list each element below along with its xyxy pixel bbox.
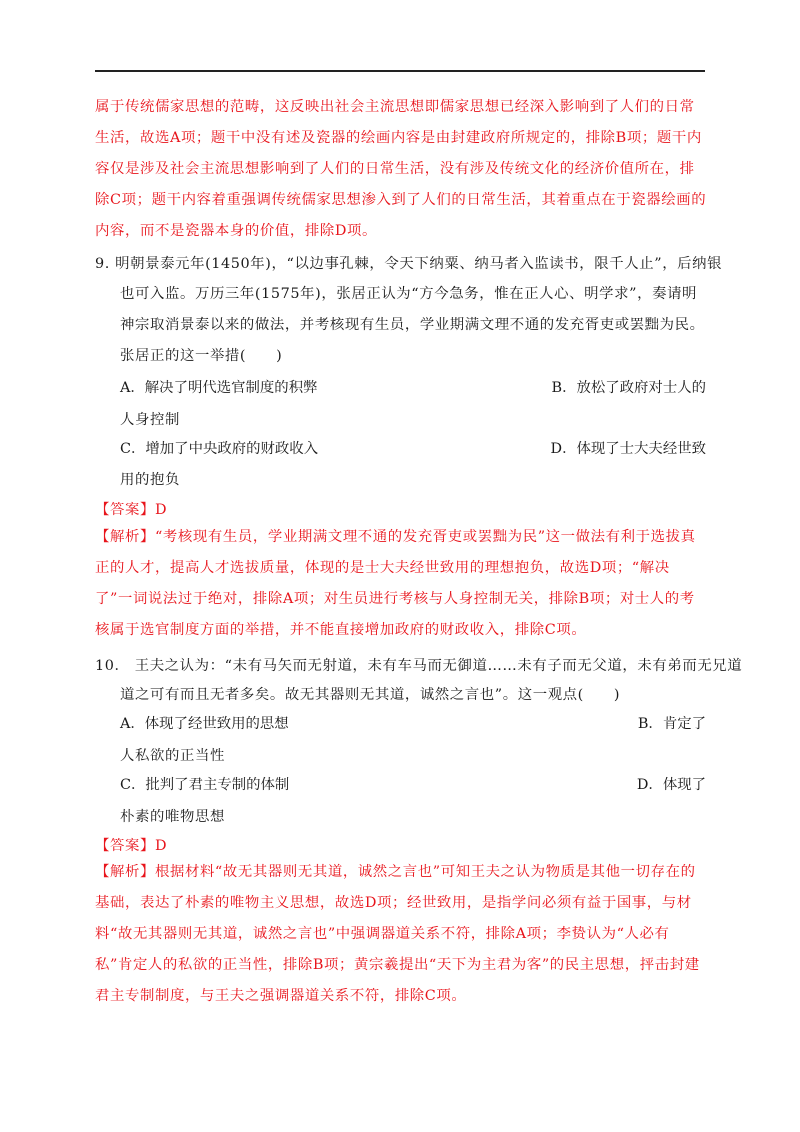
q10-option-b-cont: 人私欲的正当性 xyxy=(120,748,225,764)
q9-analysis-text: “考核现有生员，学业期满文理不通的发充胥吏或罢黜为民”这一做法有利于选拔真正的人才，提高人才选拔质量，体现的是士大夫经世致用的理想抱负，故选D项；“解决了”一词说法过于绝对，排除A项；对生员进行考核与人身控制无关，排除B项；对士人的考核属于选官制度方面的举措，并不能直接增加政府的财政收入，排除C项。 xyxy=(95,529,696,638)
q10-analysis xyxy=(95,857,707,1012)
q9-number: 9. xyxy=(95,256,110,272)
q9-option-b-cont: 人身控制 xyxy=(120,412,180,428)
q10-first-line xyxy=(95,654,742,675)
q10-option-a[interactable]: A．体现了经世致用的思想 xyxy=(120,716,289,732)
prev-analysis-text: 属于传统儒家思想的范畴，这反映出社会主流思想即儒家思想已经深入影响到了人们的日常生活，故选A项；题干中没有述及瓷器的绘画内容是由封建政府所规定的，排除B项；题干内容仅是涉及社会主流思想影响到了人们的日常生活，没有涉及传统文化的经济价值所在，排除C项；题干内容着重强调传统儒家思想渗入到了人们的日常生活，其着重点在于瓷器绘画的内容，而不是瓷器本身的价值，排除D项。 xyxy=(95,99,707,239)
q9-option-d[interactable]: D．体现了士大夫经世致 xyxy=(550,441,706,457)
q10-answer xyxy=(95,834,167,855)
q10-options-row-1 xyxy=(120,712,706,742)
q10-option-b[interactable]: B．肯定了 xyxy=(637,716,706,732)
q10-stem-body: 道之可有而且无者多矣。故无其器则无其道，诚然之言也”。这一观点( ) xyxy=(120,687,621,703)
q10-number: 10． xyxy=(95,658,130,674)
q10-option-d[interactable]: D．体现了 xyxy=(636,777,706,793)
q9-options-row-1 xyxy=(120,376,706,406)
q9-option-c[interactable]: C．增加了中央政府的财政收入 xyxy=(120,441,319,457)
q9-option-d-cont: 用的抱负 xyxy=(120,472,180,488)
q10-option-d-cont: 朴素的唯物思想 xyxy=(120,809,225,825)
q10-option-c[interactable]: C．批判了君主专制的体制 xyxy=(120,777,290,793)
q10-answer-value: D xyxy=(154,838,168,854)
q9-options-row-2 xyxy=(120,437,706,467)
q9-analysis-tag: 【解析】 xyxy=(95,529,155,545)
q9-stem-body: 也可入监。万历三年(1575年)，张居正认为“方今急务，惟在正人心、明学求”，奏请明神宗取消景泰以来的做法，并考核现有生员，学业期满文理不通的发充胥吏或罢黜为民。张居正的这一举措( ) xyxy=(120,286,705,364)
q10-analysis-tag: 【解析】 xyxy=(95,864,155,880)
q9-first-line xyxy=(95,252,722,273)
q9-stem-first: 明朝景泰元年(1450年)，“以边事孔棘，令天下纳粟、纳马者入监读书，限千人止”，后纳银 xyxy=(115,256,723,272)
q10-answer-tag: 【答案】 xyxy=(95,838,155,854)
q9-analysis xyxy=(95,522,707,646)
q9-answer xyxy=(95,498,167,519)
q10-stem-first: 王夫之认为：“未有马矢而无射道，未有车马而无御道……未有子而无父道，未有弟而无兄道 xyxy=(134,658,743,674)
q9-answer-value: D xyxy=(154,502,168,518)
q9-answer-tag: 【答案】 xyxy=(95,502,155,518)
q10-analysis-text: 根据材料“故无其器则无其道，诚然之言也”可知王夫之认为物质是其他一切存在的基础，表达了朴素的唯物主义思想，故选D项；经世致用，是指学问必须有益于国事，与材料“故无其器则无其道，诚然之言也”中强调器道关系不符，排除A项；李贽认为“人必有私”肯定人的私欲的正当性，排除B项；黄宗羲提出“天下为主君为客”的民主思想，抨击封建君主专制制度，与王夫之强调器道关系不符，排除C项。 xyxy=(95,864,700,1004)
header-rule xyxy=(95,70,705,72)
q10-options-row-2 xyxy=(120,773,706,803)
q9-option-a[interactable]: A．解决了明代选官制度的积弊 xyxy=(120,380,318,396)
q9-option-b[interactable]: B．放松了政府对士人的 xyxy=(551,380,706,396)
